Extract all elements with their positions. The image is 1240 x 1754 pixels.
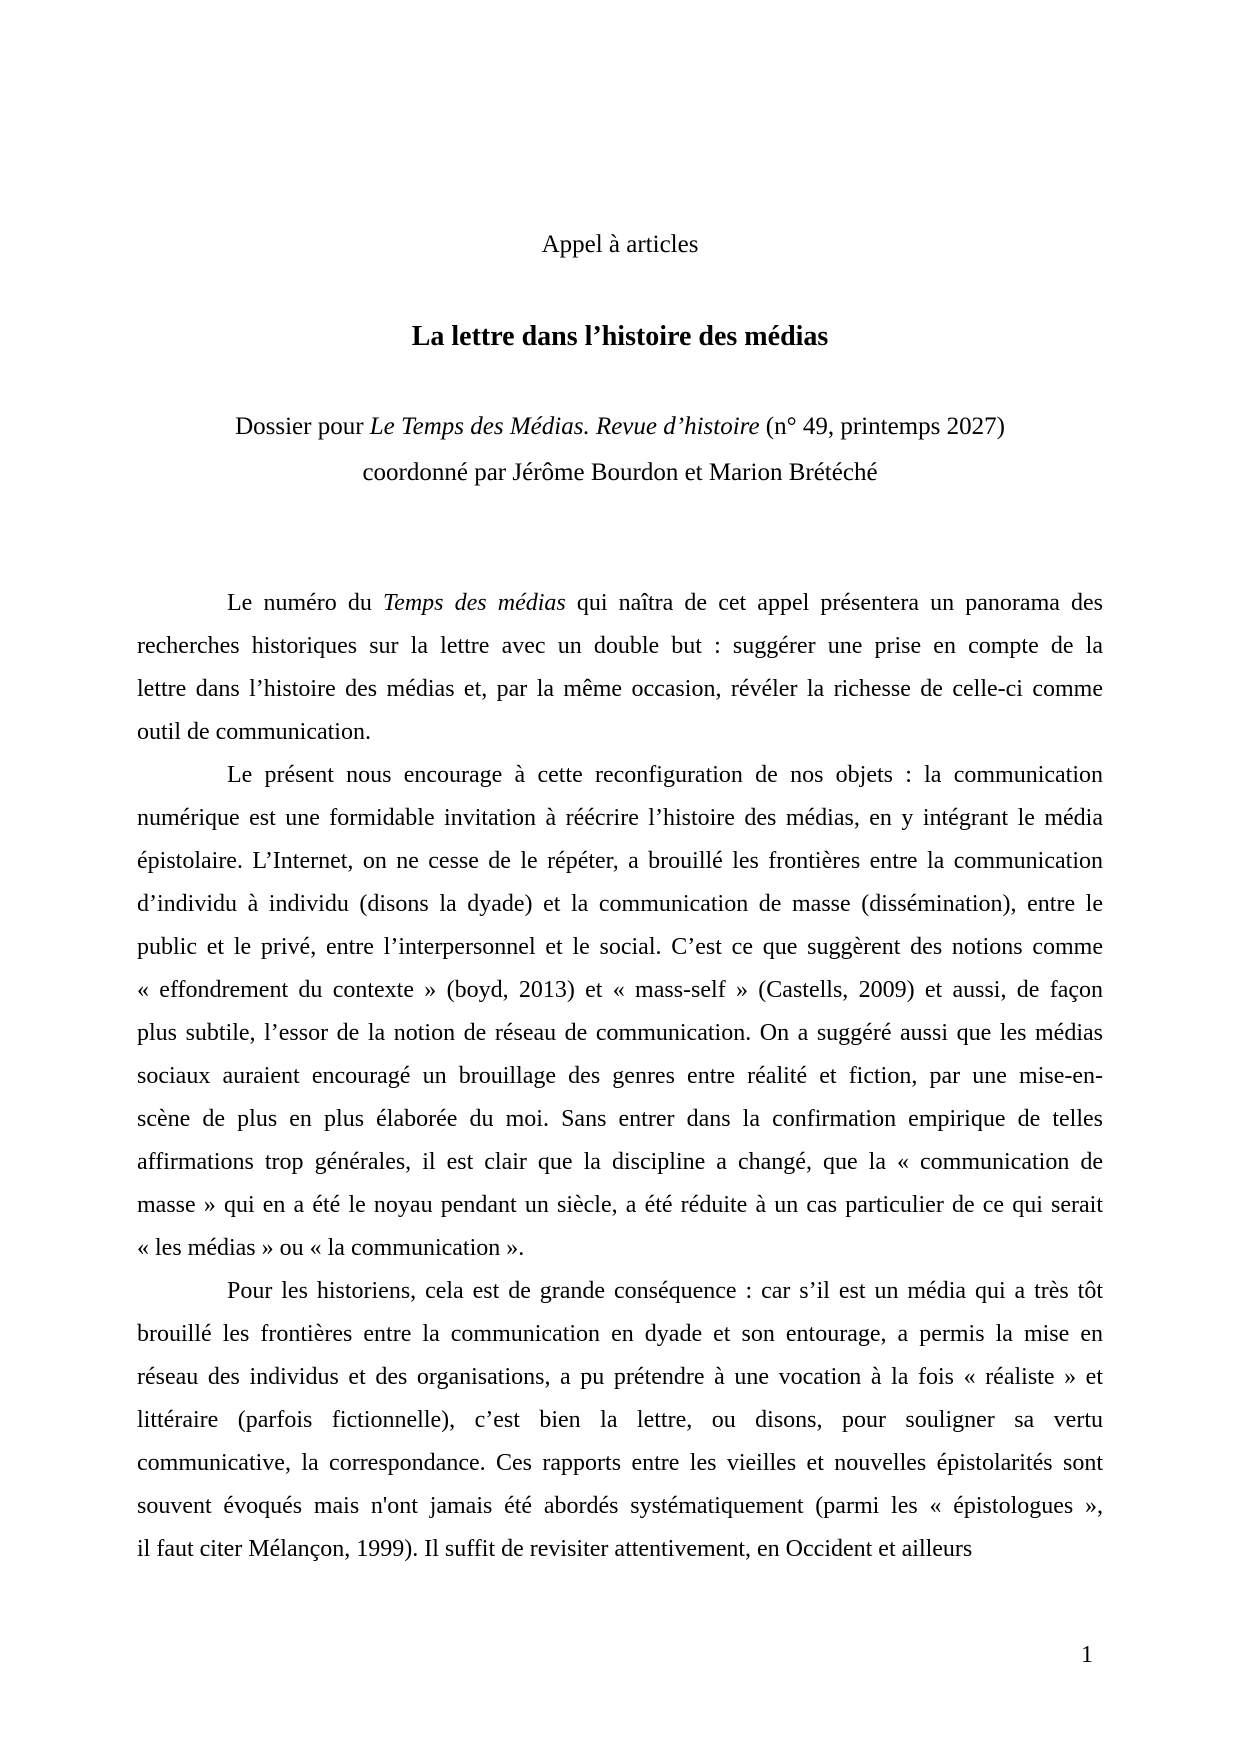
text-line: communicative, la correspondance. Ces rapports entre les vieilles et nouvelles épistolarités sont: [137, 1450, 1103, 1476]
document-body: [137, 582, 1103, 1571]
text-line: Pour les historiens, cela est de grande conséquence : car s’il est un média qui a très tôt: [227, 1278, 1103, 1304]
text-line: épistolaire. L’Internet, on ne cesse de le répéter, a brouillé les frontières entre la communication: [137, 848, 1103, 874]
text-line: littéraire (parfois fictionnelle), c’est bien la lettre, ou disons, pour souligner sa vertu: [137, 1407, 1103, 1433]
dossier-suffix: (n° 49, printemps 2027): [759, 413, 1005, 440]
dossier-prefix: Dossier pour: [235, 413, 370, 440]
text-line: numérique est une formidable invitation à réécrire l’histoire des médias, en y intégrant le média: [137, 805, 1103, 831]
text-segment: qui naîtra de cet appel présentera un panorama des: [565, 590, 1104, 616]
journal-name: Le Temps des Médias. Revue d’histoire: [369, 413, 760, 440]
text-line: « effondrement du contexte » (boyd, 2013) et « mass-self » (Castells, 2009) et aussi, de façon: [137, 977, 1103, 1003]
text-line: scène de plus en plus élaborée du moi. Sans entrer dans la confirmation empirique de telles: [137, 1106, 1103, 1132]
text-line: d’individu à individu (disons la dyade) et la communication de masse (dissémination), entre le: [137, 891, 1103, 917]
text-line: plus subtile, l’essor de la notion de réseau de communication. On a suggéré aussi que les médias: [137, 1020, 1103, 1046]
text-line: lettre dans l’histoire des médias et, par la même occasion, révéler la richesse de celle-ci comme: [137, 676, 1103, 702]
page-number: 1: [1081, 1642, 1093, 1668]
text-line: sociaux auraient encouragé un brouillage des genres entre réalité et fiction, par une mise-en-: [137, 1063, 1103, 1089]
document-title: La lettre dans l’histoire des médias: [411, 321, 829, 352]
text-line: outil de communication.: [137, 719, 371, 745]
dossier-line: [0, 404, 1240, 450]
document-subheading: [0, 404, 1240, 496]
text-line: brouillé les frontières entre la communication en dyade et son entourage, a permis la mise en: [137, 1321, 1103, 1347]
text-line: masse » qui en a été le noyau pendant un siècle, a été réduite à un cas particulier de ce qui serait: [137, 1192, 1103, 1218]
text-line: « les médias » ou « la communication ».: [137, 1235, 525, 1261]
text-line: recherches historiques sur la lettre avec un double but : suggérer une prise en compte de la: [137, 633, 1103, 659]
text-line: affirmations trop générales, il est clair que la discipline a changé, que la « communication de: [137, 1149, 1103, 1175]
coordination-line: coordonné par Jérôme Bourdon et Marion Brétéché: [362, 459, 878, 486]
journal-name-inline: Temps des médias: [383, 590, 566, 616]
text-line: Le présent nous encourage à cette reconfiguration de nos objets : la communication: [227, 762, 1103, 788]
text-line: public et le privé, entre l’interpersonnel et le social. C’est ce que suggèrent des notions comme: [137, 934, 1103, 960]
text-line: [137, 582, 1103, 625]
text-line: souvent évoqués mais n'ont jamais été abordés systématiquement (parmi les « épistologues »,: [137, 1493, 1103, 1519]
text-line: il faut citer Mélançon, 1999). Il suffit de revisiter attentivement, en Occident et ailleurs: [137, 1536, 973, 1562]
text-segment: Le numéro du: [227, 590, 384, 616]
text-line: réseau des individus et des organisations, a pu prétendre à une vocation à la fois « réaliste » et: [137, 1364, 1103, 1390]
document-kicker: Appel à articles: [541, 231, 699, 258]
